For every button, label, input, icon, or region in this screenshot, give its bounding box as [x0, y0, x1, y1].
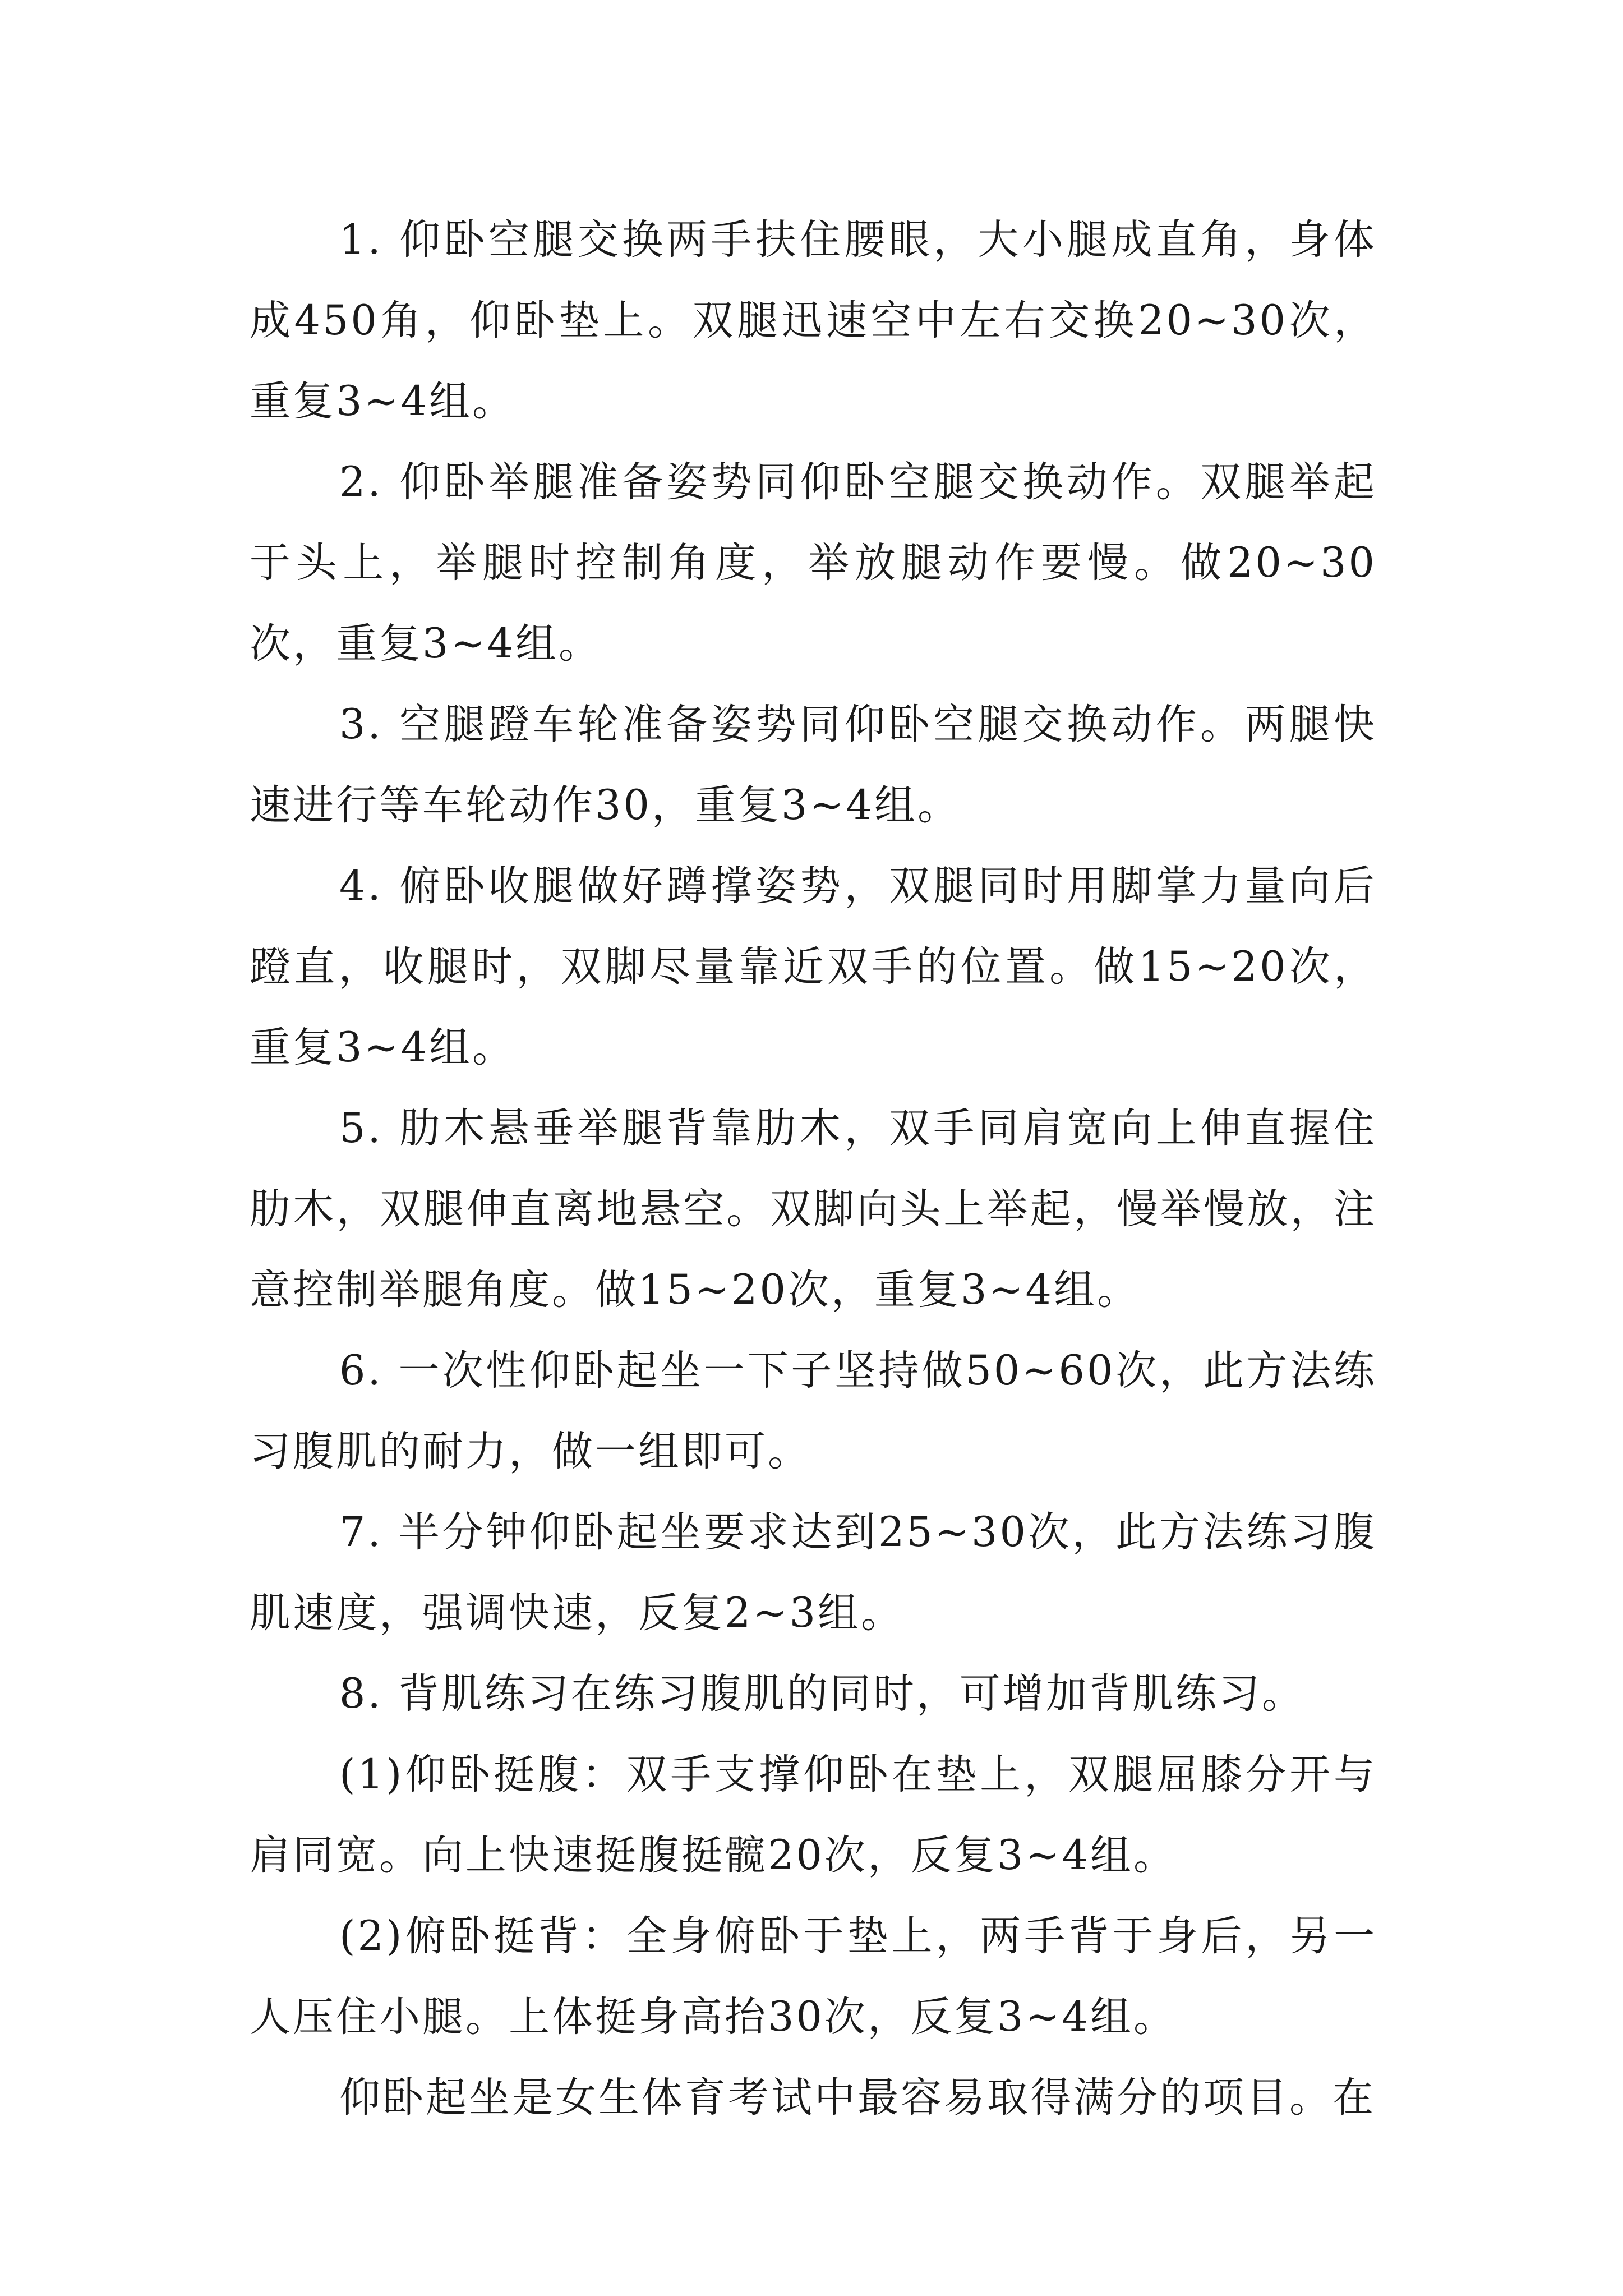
- paragraph-6: 6. 一次性仰卧起坐一下子坚持做50~60次，此方法练习腹肌的耐力，做一组即可。: [250, 1347, 1377, 1475]
- paragraph-closing: 仰卧起坐是女生体育考试中最容易取得满分的项目。在: [339, 2074, 1376, 2122]
- paragraph-4: 4. 俯卧收腿做好蹲撑姿势，双腿同时用脚掌力量向后蹬直，收腿时，双脚尽量靠近双手的位置。做15~20次，重复3~4组。: [250, 862, 1377, 1071]
- paragraph-7: 7. 半分钟仰卧起坐要求达到25~30次，此方法练习腹肌速度，强调快速，反复2~3组。: [250, 1508, 1377, 1637]
- document-body: [250, 200, 1377, 2138]
- sub-paragraph-2: (2)俯卧挺背：全身俯卧于垫上，两手背于身后，另一人压住小腿。上体挺身高抬30次，反复3~4组。: [250, 1912, 1377, 2041]
- paragraph-5: 5. 肋木悬垂举腿背靠肋木，双手同肩宽向上伸直握住肋木，双腿伸直离地悬空。双脚向头上举起，慢举慢放，注意控制举腿角度。做15~20次，重复3~4组。: [250, 1105, 1377, 1314]
- paragraph-1: 1. 仰卧空腿交换两手扶住腰眼，大小腿成直角，身体成450角，仰卧垫上。双腿迅速空中左右交换20~30次，重复3~4组。: [250, 216, 1377, 425]
- sub-paragraph-1: (1)仰卧挺腹：双手支撑仰卧在垫上，双腿屈膝分开与肩同宽。向上快速挺腹挺髋20次，反复3~4组。: [250, 1751, 1377, 1879]
- paragraph-8: 8. 背肌练习在练习腹肌的同时，可增加背肌练习。: [339, 1670, 1305, 1718]
- paragraph-2: 2. 仰卧举腿准备姿势同仰卧空腿交换动作。双腿举起于头上，举腿时控制角度，举放腿动作要慢。做20~30次，重复3~4组。: [250, 458, 1377, 668]
- paragraph-3: 3. 空腿蹬车轮准备姿势同仰卧空腿交换动作。两腿快速进行等车轮动作30，重复3~4组。: [250, 701, 1377, 829]
